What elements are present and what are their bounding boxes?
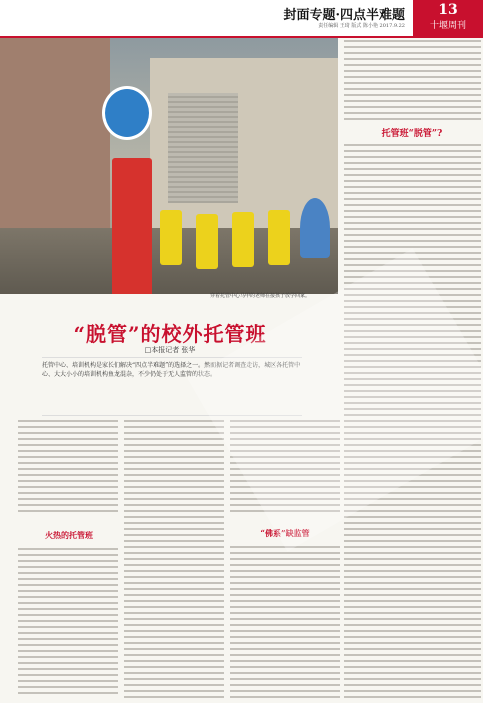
text-placeholder: [18, 420, 118, 516]
child-figure: [196, 214, 218, 269]
text-placeholder: [230, 546, 340, 698]
article-byline: □本报记者 张华: [144, 346, 196, 354]
text-placeholder: [18, 548, 118, 698]
right-text-column: [344, 40, 481, 700]
subheading-lack-of-oversight: “佛系”缺监管: [260, 528, 310, 538]
handheld-sign: [102, 86, 152, 140]
building-left: [0, 38, 110, 228]
teacher-figure: [112, 158, 152, 294]
rolling-shutter: [168, 93, 238, 203]
text-column-2: [124, 420, 224, 700]
child-figure: [268, 210, 290, 265]
child-figure: [160, 210, 182, 265]
umbrella: [300, 198, 330, 258]
text-placeholder: [344, 144, 481, 700]
text-column-1: [18, 420, 118, 700]
editor-credit-line: 责任编辑 王琦 版式 陈小艳 2017.9.22: [318, 23, 405, 29]
page-tab: [413, 0, 483, 36]
page-number: 13: [438, 2, 458, 18]
publication-name: 十堰周刊: [429, 21, 466, 31]
section-title: 封面专题·四点半难题: [283, 8, 405, 23]
text-column-3: [230, 420, 340, 700]
photo-caption: 穿着托管中心马甲的老师在接孩子放学回家。: [210, 293, 311, 299]
article-headline: “脱管”的校外托管班: [73, 322, 267, 346]
text-placeholder: [344, 40, 481, 120]
child-figure: [232, 212, 254, 267]
subheading-hot-classes: 火热的托管班: [45, 530, 93, 540]
text-placeholder: [124, 420, 224, 698]
article-lead: 托管中心、培训机构是家长们解决“四点半难题”的选择之一。然而据记者调查走访，城区各托管中心、大大小小的培训机构鱼龙混杂，不少仍处于无人监管的状态。: [42, 357, 302, 416]
subheading-supervision: 托管班“脱管”?: [381, 129, 443, 139]
news-photo: [0, 38, 338, 294]
page-header: [0, 0, 483, 38]
text-placeholder: [230, 420, 340, 514]
